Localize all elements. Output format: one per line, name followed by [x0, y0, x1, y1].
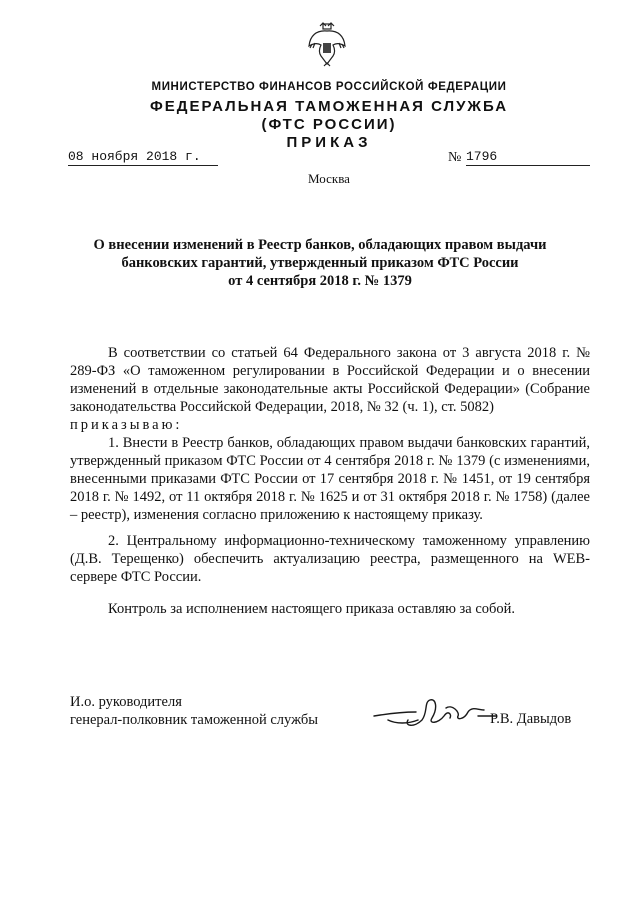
order-body [70, 344, 590, 618]
signatory-name: Р.В. Давыдов [490, 711, 572, 727]
item-1-paragraph: 1. Внести в Реестр банков, обладающих правом выдачи банковских гарантий, утвержденный приказом ФТС России от 4 сентября 2018 г. № 1379 (с изменениями, внесенными приказами ФТС России от 17 сентября 2018 г. № 1451, от 19 сентября 2018 г. № 1492, от 11 октября 2018 г. № 1625 и от 31 октября 2018 г. № 1758) (далее – реестр), изменения согласно приложению к настоящему приказу. [70, 435, 590, 523]
agency-name: ФЕДЕРАЛЬНАЯ ТАМОЖЕННАЯ СЛУЖБА [149, 98, 509, 115]
signatory-title [70, 693, 318, 729]
subject-line-2: банковских гарантий, утвержденный приказом ФТС России [121, 255, 519, 271]
order-subject [80, 236, 560, 290]
subject-line-1: О внесении изменений в Реестр банков, обладающих правом выдачи [93, 237, 547, 253]
signatory-title-line-1: И.о. руководителя [70, 694, 182, 710]
ministry-name: МИНИСТЕРСТВО ФИНАНСОВ РОССИЙСКОЙ ФЕДЕРАЦИИ [151, 81, 507, 93]
agency-abbreviation: (ФТС РОССИИ) [261, 116, 397, 133]
item-2-paragraph: 2. Центральному информационно-техническому таможенному управлению (Д.В. Терещенко) обеспечить актуализацию реестра, размещенного на WEB-сервере ФТС России. [70, 533, 590, 585]
order-number-label: № [448, 150, 462, 165]
city: Москва [308, 171, 350, 186]
order-date: 08 ноября 2018 г. [68, 149, 218, 166]
preamble-paragraph: В соответствии со статьей 64 Федерального закона от 3 августа 2018 г. № 289-ФЗ «О таможенном регулировании в Российской Федерации и о внесении изменений в отдельные законодательные акты Российской Федерации» (Собрание законодательства Российской Федерации, 2018, № 32 (ч. 1), ст. 5082) [70, 345, 590, 415]
coat-of-arms-icon [308, 22, 346, 68]
document-type: ПРИКАЗ [286, 134, 372, 151]
subject-line-3: от 4 сентября 2018 г. № 1379 [228, 273, 412, 289]
control-paragraph: Контроль за исполнением настоящего приказа оставляю за собой. [108, 601, 516, 617]
order-word: приказываю: [70, 417, 183, 433]
signatory-title-line-2: генерал-полковник таможенной службы [70, 712, 319, 728]
order-number: 1796 [466, 149, 590, 166]
handwritten-signature-icon [368, 690, 498, 734]
